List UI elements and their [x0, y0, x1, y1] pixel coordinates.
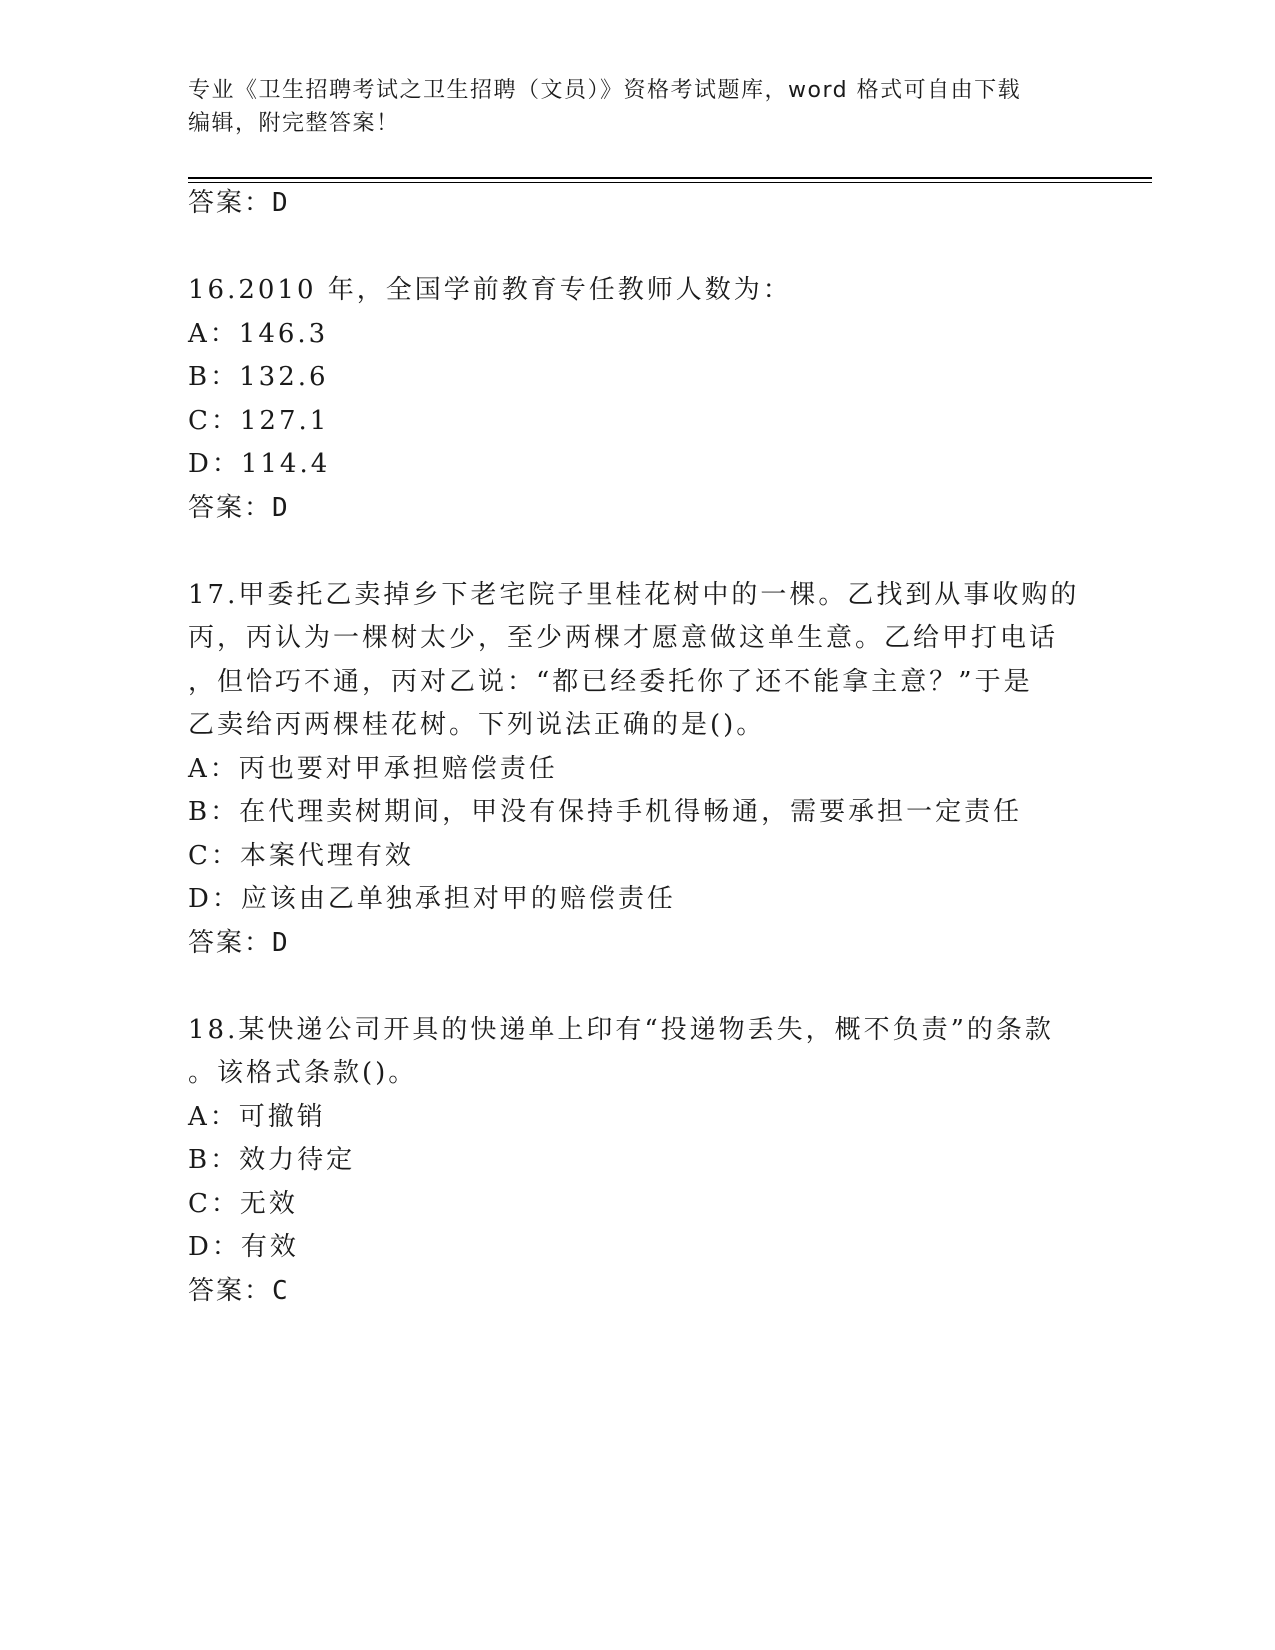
- answer-value: C: [272, 1276, 290, 1306]
- answer-value: D: [272, 188, 290, 218]
- question-18-answer: [188, 1274, 290, 1308]
- question-17-option-a: A：丙也要对甲承担赔偿责任: [188, 754, 558, 784]
- question-16-stem: 16.2010 年，全国学前教育专任教师人数为：: [188, 275, 792, 305]
- question-18-option-a: A：可撤销: [188, 1102, 326, 1132]
- question-16-option-b: B：132.6: [188, 362, 329, 392]
- question-18-option-b: B：效力待定: [188, 1145, 356, 1175]
- question-16-answer: [188, 491, 290, 525]
- answer-value: D: [272, 493, 290, 523]
- header-divider-thick: [188, 177, 1152, 179]
- question-17-answer: [188, 926, 290, 960]
- question-16-option-d: D：114.4: [188, 449, 331, 479]
- question-16-option-c: C：127.1: [188, 406, 330, 436]
- question-16-option-a: A：146.3: [188, 319, 329, 349]
- header-line-1: 专业《卫生招聘考试之卫生招聘（文员）》资格考试题库，word 格式可自由下载: [188, 78, 1022, 103]
- answer-label: 答案：: [188, 1276, 273, 1306]
- answer-label: 答案：: [188, 928, 273, 958]
- question-18-option-c: C：无效: [188, 1189, 298, 1219]
- question-18-option-d: D：有效: [188, 1232, 299, 1262]
- header-line-2: 编辑，附完整答案！: [188, 111, 400, 136]
- document-header: [188, 74, 1088, 140]
- question-17-option-c: C：本案代理有效: [188, 841, 414, 871]
- question-18-stem-line-1: 18.某快递公司开具的快递单上印有“投递物丢失，概不负责”的条款: [188, 1015, 1054, 1045]
- answer-label: 答案：: [188, 188, 273, 218]
- prev-answer: [188, 186, 290, 220]
- header-divider-thin: [188, 182, 1152, 183]
- question-17-stem-line-3: ，但恰巧不通，丙对乙说：“都已经委托你了还不能拿主意？”于是: [188, 667, 1033, 697]
- question-17-stem-line-2: 丙，丙认为一棵树太少，至少两棵才愿意做这单生意。乙给甲打电话: [188, 623, 1059, 653]
- question-17-stem-line-1: 17.甲委托乙卖掉乡下老宅院子里桂花树中的一棵。乙找到从事收购的: [188, 580, 1080, 610]
- question-17-option-d: D：应该由乙单独承担对甲的赔偿责任: [188, 884, 676, 914]
- answer-value: D: [272, 928, 290, 958]
- answer-label: 答案：: [188, 493, 273, 523]
- question-18-stem-line-2: 。该格式条款()。: [188, 1058, 418, 1088]
- question-17-stem-line-4: 乙卖给丙两棵桂花树。下列说法正确的是()。: [188, 710, 766, 740]
- question-17-option-b: B：在代理卖树期间，甲没有保持手机得畅通，需要承担一定责任: [188, 797, 1023, 827]
